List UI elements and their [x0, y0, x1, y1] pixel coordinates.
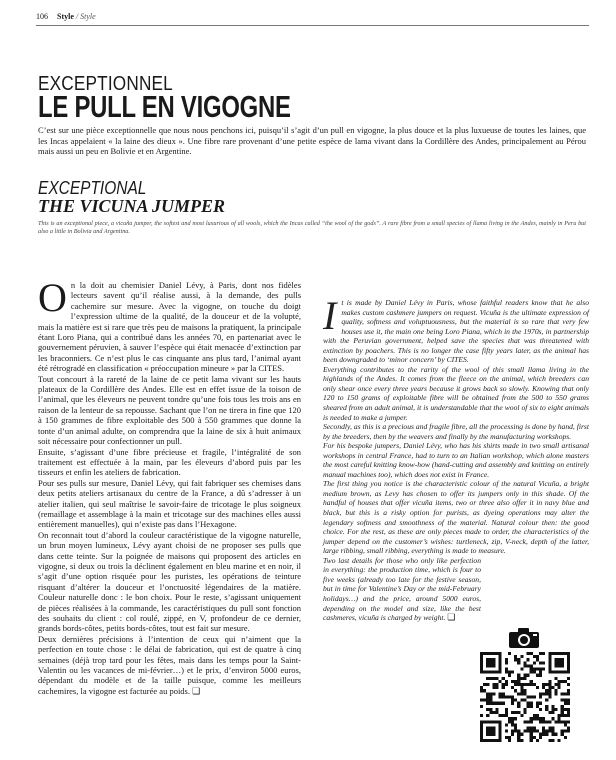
- camera-icon: [508, 627, 540, 649]
- end-mark: ❏: [447, 612, 456, 623]
- paragraph: Pour ses pulls sur mesure, Daniel Lévy, qui fait fabriquer ses chemises dans deux petits ateliers artisanaux du centre de la France, a dû s’adresser à un atelier italien, qui seul maîtrise le savoir-faire de tricotage le plus soigneux (remaillage et assemblage à la main et tricotage sur des machines elles aussi entièrement manuelles), qui n’existe pas dans l’Hexagone.: [38, 477, 301, 530]
- drop-cap: O: [38, 275, 67, 320]
- intro-en: This is an exceptional piece, a vicuña jumper, the softest and most luxurious of all wools, which the Incas called “the wool of the gods”. A rare fibre from a small species of llama living in the Andes, mainly in Peru but also a little in Bolivia and Argentina.: [38, 220, 586, 236]
- paragraph: On la doit au chemisier Daniel Lévy, à Paris, dont nos fidèles lecteurs savent qu’il réalise aussi, à la demande, des pulls cachemire sur mesure. Avec la vigogne, on touche du doigt l’expression ultime de la qualité, de la douceur et de la volupté, mais la matière est si rare que très peu de maisons la pratiquent, la principale étant Loro Piana, qui a contribué dans les années 70, en partenariat avec le gouvernement péruvien, à sauver l’espèce qui était menacée d’extinction par les braconniers. Ce n’est plus le cas cinquante ans plus tard, l’animal ayant été rétrogradé en classification « préoccupation mineure » par la CITES.: [38, 275, 301, 374]
- kicker-fr: EXCEPTIONNEL: [38, 73, 173, 95]
- paragraph: Secondly, as this is a precious and fragile fibre, all the processing is done by hand, first by the breeders, then by the weavers and finally by the manufacturing workshops.: [323, 422, 589, 441]
- paragraph: The first thing you notice is the characteristic colour of the natural Vicuña, a bright medium brown, as Levy has chosen to offer its jumpers only in this shade. Of the handful of houses that offer vicuña items, two or three also offer it in navy blue and black, but this is a risky option for purists, as dyeing operations may alter the legendary softness and smoothness of the material. Natural colour then: the good choice. For the rest, as these are only pieces made to order, the characteristics of the jumper depend on the customer’s wishes: turtleneck, zip, V-neck, depth of the latter, large ribbing, small ribbing, everything is made to measure.: [323, 479, 589, 556]
- paragraph: Tout concourt à la rareté de la laine de ce petit lama vivant sur les hauts plateaux de la Cordillère des Andes. Elle est en effet issue de la toison de l’animal, que les éleveurs ne peuvent tondre qu’une fois tous les trois ans en raison de la lenteur de sa repousse. Sachant que l’on ne tirera in fine que 120 à 150 grammes de fibre exploitable des 500 à 550 grammes que donne la tonte d’un animal adulte, on comprendra que la laine de six à huit animaux soit nécessaire pour confectionner un pull.: [38, 373, 301, 447]
- kicker-en: EXCEPTIONAL: [38, 178, 147, 198]
- subsection-name: / Style: [75, 12, 96, 21]
- paragraph: Deux dernières précisions à l’intention de ceux qui n’aiment que la perfection en toute chose : le délai de fabrication, qui est de quatre à cinq semaines (déjà trop tard pour les fêtes, mais dans les temps pour la Saint-Valentin ou les vacances de mi-février…) et le prix, d’environ 5000 euros, dépendant du modèle et de la taille puisque, comme les meilleurs cachemires, la vigogne est facturée au poids. ❏: [38, 633, 301, 696]
- paragraph: It is made by Daniel Lévy in Paris, whose faithful readers know that he also makes custom cashmere jumpers on request. Vicuña is the ultimate expression of quality, softness and voluptuousness, but the material is so rare that very few houses use it, the main one being Loro Piana, which in the 1970s, in partnership with the Peruvian government, helped save the species that was threatened with extinction by poachers. This is no longer the case fifty years later, as the animal has been downgraded to ‘minor concern’ by CITES.: [323, 293, 589, 365]
- page-number: 106: [36, 12, 48, 21]
- intro-fr: C’est sur une pièce exceptionnelle que nous nous penchons ici, puisqu’il s’agit d’un pull en vigogne, la plus douce et la plus luxueuse de toutes les laines, que les Incas appelaient « la laine des dieux ». Une fibre rare provenant d’une petite espèce de lama vivant dans la Cordillère des Andes, principalement au Pérou mais aussi un peu en Bolivie et en Argentine.: [38, 125, 586, 157]
- drop-cap: I: [323, 293, 337, 338]
- end-mark: ❏: [192, 685, 201, 696]
- qr-code[interactable]: [480, 652, 570, 742]
- header-rule: [36, 25, 589, 26]
- paragraph: For his bespoke jumpers, Daniel Lévy, who has his shirts made in two small artisanal workshops in central France, had to turn to an Italian workshop, which alone masters the most careful knitting know-how (hand-cutting and assembly and knitting on entirely manual machines too), which does not exist in France.: [323, 441, 589, 479]
- paragraph: Everything contributes to the rarity of the wool of this small llama living in the highlands of the Andes. It comes from the fleece on the animal, which breeders can only shear once every three years because it grows back so slowly. Knowing that only 120 to 150 grams of exploitable fibre will be obtained from the 500 to 550 grams sheared from an adult animal, it is understandable that the wool of six to eight animals is needed to make a jumper.: [323, 364, 589, 422]
- paragraph: Ensuite, s’agissant d’une fibre précieuse et fragile, l’intégralité de son traitement est effectuée à la main, par les éleveurs d’abord puis par les tisseurs et enfin les ateliers de fabrication.: [38, 446, 301, 478]
- paragraph: Two last details for those who only like perfection in everything: the production time, which is four to five weeks (already too late for the festive season, but in time for Valentine’s Day or the mid-February holidays…) and the price, around 5000 euros, depending on the model and size, like the best cashmeres, vicuña is charged by weight. ❏: [323, 555, 481, 623]
- body-column-en: [323, 293, 589, 623]
- paragraph: On reconnait tout d’abord la couleur caractéristique de la vigogne naturelle, un brun moyen lumineux, Lévy ayant choisi de ne proposer ses pulls que dans cette teinte. Sur la poignée de maisons qui proposent des articles en vigogne, si deux ou trois la déclinent également en bleu marine et en noir, il s’agit d’une option risquée pour les puristes, les opérations de teinture risquant d’altérer la douceur et l’onctuosité légendaires de la matière. Couleur naturelle donc : le bon choix. Pour le reste, s’agissant uniquement de pièces réalisées à la commande, les caractéristiques du pull sont fonction des souhaits du client : col roulé, zippé, en V, profondeur de ce dernier, grands bords-côtes, petits bords-côtes, tout est fait sur mesure.: [38, 529, 301, 634]
- article-title-fr: LE PULL EN VIGOGNE: [38, 89, 291, 124]
- section-name: Style: [57, 12, 74, 21]
- page-header: [36, 12, 96, 21]
- body-column-fr: [38, 275, 301, 696]
- article-title-en: THE VICUNA JUMPER: [38, 196, 226, 216]
